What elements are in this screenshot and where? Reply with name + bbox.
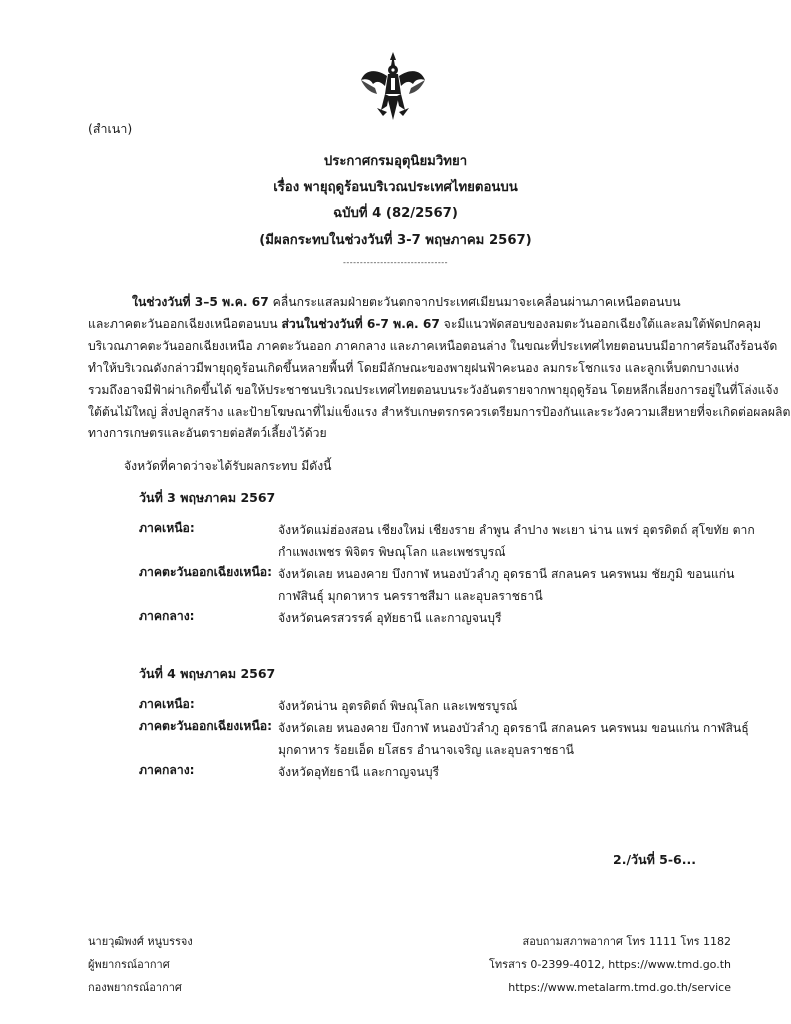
region-name: ภาคเหนือ: [139,697,195,711]
announcement-agency: ประกาศกรมอุตุนิยมวิทยา [323,154,468,169]
region-provinces: จังหวัดเลย หนองคาย บึงกาฬ หนองบัวลำภู อุดรธานี สกลนคร นครพนม ขอนแก่น กาฬสินธุ์ มุกดาหาร ร้อยเอ็ด ยโสธร อำนาจเจริญ และอุบลราชธานี [278,721,749,757]
affected-provinces-intro: จังหวัดที่คาดว่าจะได้รับผลกระทบ มีดังนี้ [124,459,332,473]
region-provinces: จังหวัดนครสวรรค์ อุทัยธานี และกาญจนบุรี [278,611,502,625]
forecaster-name: นายวุฒิพงศ์ หนูบรรจง [88,935,193,948]
forecaster-signature-block [88,930,193,999]
body-line-4: ทำให้บริเวณดังกล่าวมีพายุฤดูร้อนเกิดขึ้นหลายพื้นที่ โดยมีลักษณะของพายุฝนฟ้าคะนอง ลมกระโชกแรง และลูกเห็บตกบางแห่ง [88,360,740,375]
forecaster-division: กองพยากรณ์อากาศ [88,981,182,994]
forecaster-position: ผู้พยากรณ์อากาศ [88,958,170,971]
region-name: ภาคกลาง: [139,609,195,623]
contact-fax-website: โทรสาร 0-2399-4012, https://www.tmd.go.th [489,958,731,971]
region-provinces: จังหวัดอุทัยธานี และกาญจนบุรี [278,765,440,779]
body-line-5: รวมถึงอาจมีฟ้าผ่าเกิดขึ้นได้ ขอให้ประชาชนบริเวณประเทศไทยตอนบนระวังอันตรายจากพายุฤดูร้อน โดยหลีกเลี่ยงการอยู่ในที่โล่งแจ้ง [88,382,779,397]
garuda-emblem-icon [357,50,429,122]
region-name: ภาคตะวันออกเฉียงเหนือ: [139,565,272,579]
contact-info-block [489,930,731,999]
contact-alert-service-url: https://www.metalarm.tmd.go.th/service [508,981,731,994]
date-heading-day-3: วันที่ 3 พฤษภาคม 2567 [139,490,276,505]
region-provinces: จังหวัดแม่ฮ่องสอน เชียงใหม่ เชียงราย ลำพูน ลำปาง พะเยา น่าน แพร่ อุตรดิตถ์ สุโขทัย ตาก กำแพงเพชร พิจิตร พิษณุโลก และเพชรบูรณ์ [278,523,755,559]
body-line-1: ในช่วงวันที่ 3–5 พ.ค. 67 คลื่นกระแสลมฝ่ายตะวันตกจากประเทศเมียนมาจะเคลื่อนผ่านภาคเหนือตอนบน [132,295,681,309]
announcement-effect-period: (มีผลกระทบในช่วงวันที่ 3-7 พฤษภาคม 2567) [259,233,532,248]
announcement-number: ฉบับที่ 4 (82/2567) [333,206,458,221]
body-lead-period: ในช่วงวันที่ 3–5 พ.ค. 67 [132,295,269,309]
contact-phone: สอบถามสภาพอากาศ โทร 1111 โทร 1182 [522,935,731,948]
body-line-6: ใต้ต้นไม้ใหญ่ สิ่งปลูกสร้าง และป้ายโฆษณาที่ไม่แข็งแรง สำหรับเกษตรกรควรเตรียมการป้องกันและระวังความเสียหายที่จะเกิดต่อผลผลิต [88,404,791,419]
region-provinces: จังหวัดน่าน อุตรดิตถ์ พิษณุโลก และเพชรบูรณ์ [278,699,518,713]
region-name: ภาคกลาง: [139,763,195,777]
region-provinces: จังหวัดเลย หนองคาย บึงกาฬ หนองบัวลำภู อุดรธานี สกลนคร นครพนม ชัยภูมิ ขอนแก่น กาฬสินธุ์ มุกดาหาร นครราชสีมา และอุบลราชธานี [278,567,735,603]
body-line-3: บริเวณภาคตะวันออกเฉียงเหนือ ภาคตะวันออก ภาคกลาง และภาคเหนือตอนล่าง ในขณะที่ประเทศไทยตอนบนมีอากาศร้อนถึงร้อนจัด [88,338,778,353]
body-line-7: ทางการเกษตรและอันตรายต่อสัตว์เลี้ยงไว้ด้วย [88,426,327,441]
title-divider: ------------------------------- [343,258,448,267]
continued-next-page: 2./วันที่ 5-6... [613,852,696,867]
announcement-subject: เรื่อง พายุฤดูร้อนบริเวณประเทศไทยตอนบน [273,180,518,195]
date-heading-day-4: วันที่ 4 พฤษภาคม 2567 [139,666,276,681]
forecast-body [88,292,791,445]
region-name: ภาคเหนือ: [139,521,195,535]
region-name: ภาคตะวันออกเฉียงเหนือ: [139,719,272,733]
body-second-period: ส่วนในช่วงวันที่ 6-7 พ.ค. 67 [281,316,440,331]
copy-label: (สำเนา) [88,121,133,136]
body-line-2: และภาคตะวันออกเฉียงเหนือตอนบน ส่วนในช่วงวันที่ 6-7 พ.ค. 67 จะมีแนวพัดสอบของลมตะวันออกเฉียงใต้และลมใต้พัดปกคลุม [88,316,762,331]
